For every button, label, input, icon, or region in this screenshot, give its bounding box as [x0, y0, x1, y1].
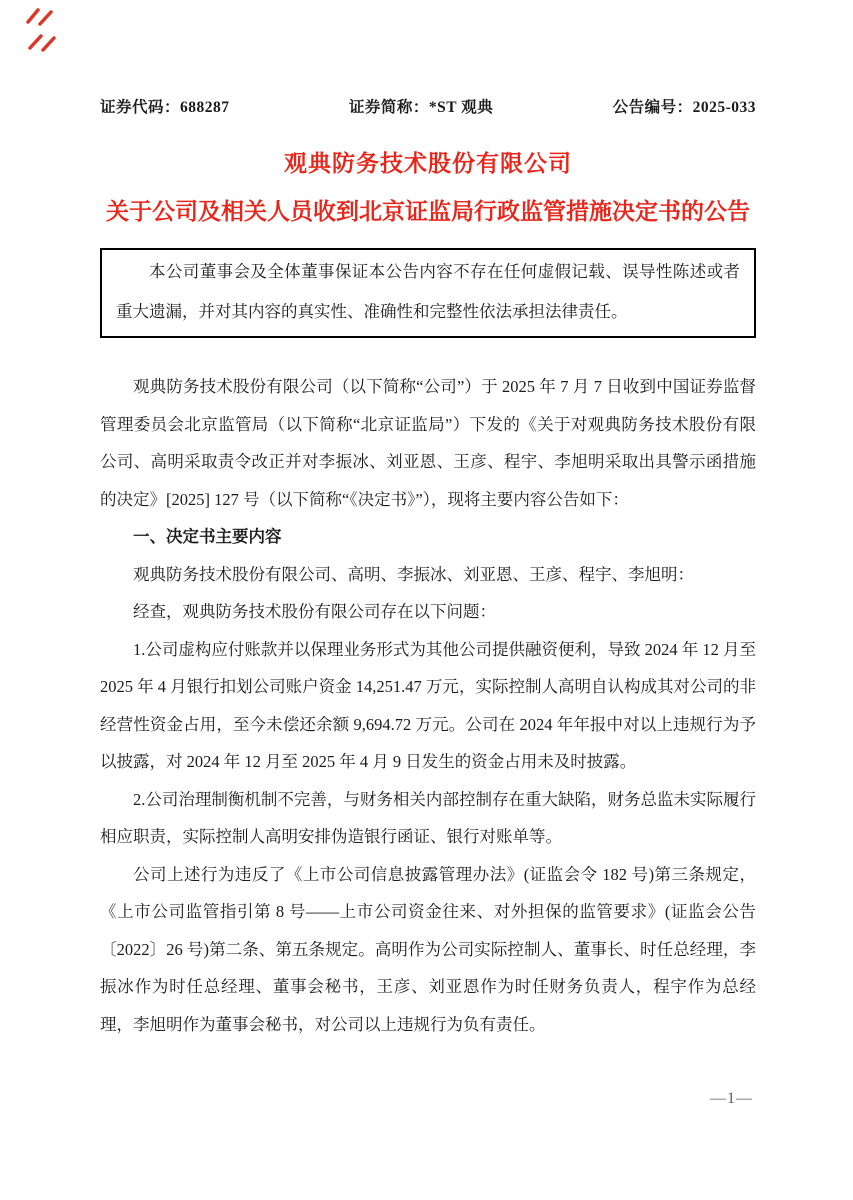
- paragraph-addressees: 观典防务技术股份有限公司、高明、李振冰、刘亚恩、王彦、程宇、李旭明：: [133, 564, 694, 584]
- disclaimer-box: [100, 248, 756, 338]
- document-header: [100, 95, 756, 117]
- announcement-title: 关于公司及相关人员收到北京证监局行政监管措施决定书的公告: [106, 199, 750, 224]
- intro-paragraph: 观典防务技术股份有限公司（以下简称“公司”）于 2025 年 7 月 7 日收到中国证券监督管理委员会北京监管局（以下简称“北京证监局”）下发的《关于对观典防务技术股份有限公司、高明采取责令改正并对李振冰、刘亚恩、王彦、程宇、李旭明采取出具警示函措施的决定》[2025] 127 号（以下简称“《决定书》”），现将主要内容公告如下：: [100, 377, 756, 509]
- paragraph-issue-1: 1.公司虚构应付账款并以保理业务形式为其他公司提供融资便利，导致 2024 年 12 月至 2025 年 4 月银行扣划公司账户资金 14,251.47 万元，实际控制人高明自认构成其对公司的非经营性资金占用，至今未偿还余额 9,694.72 万元。公司在 2024 年年报中对以上违规行为予以披露，对 2024 年 12 月至 2025 年 4 月 9 日发生的资金占用未及时披露。: [100, 639, 757, 771]
- red-pen-marks-icon: [24, 6, 66, 54]
- paragraph-violations: 公司上述行为违反了《上市公司信息披露管理办法》(证监会令 182 号)第三条规定，《上市公司监管指引第 8 号——上市公司资金往来、对外担保的监管要求》(证监会公告〔2022〕26 号)第二条、第五条规定。高明作为公司实际控制人、董事长、时任总经理，李振冰作为时任总经理、董事会秘书，王彦、刘亚恩作为时任财务负责人，程宇作为总经理，李旭明作为董事会秘书，对公司以上违规行为负有责任。: [100, 864, 756, 1034]
- page-number: —1—: [710, 1090, 753, 1107]
- document-body: [100, 368, 756, 1043]
- securities-code: 证券代码：688287: [100, 99, 230, 116]
- paragraph-issue-2: 2.公司治理制衡机制不完善，与财务相关内部控制存在重大缺陷，财务总监未实际履行相应职责，实际控制人高明安排伪造银行函证、银行对账单等。: [100, 789, 756, 846]
- section-heading: 一、决定书主要内容: [133, 527, 282, 546]
- securities-name: 证券简称：*ST 观典: [348, 99, 494, 116]
- announcement-number: 公告编号：2025-033: [612, 99, 756, 116]
- disclaimer-text: 本公司董事会及全体董事保证本公告内容不存在任何虚假记载、误导性陈述或者重大遗漏，并对其内容的真实性、准确性和完整性依法承担法律责任。: [116, 262, 740, 321]
- company-title: 观典防务技术股份有限公司: [284, 151, 572, 176]
- paragraph-findings-intro: 经查，观典防务技术股份有限公司存在以下问题：: [133, 602, 496, 621]
